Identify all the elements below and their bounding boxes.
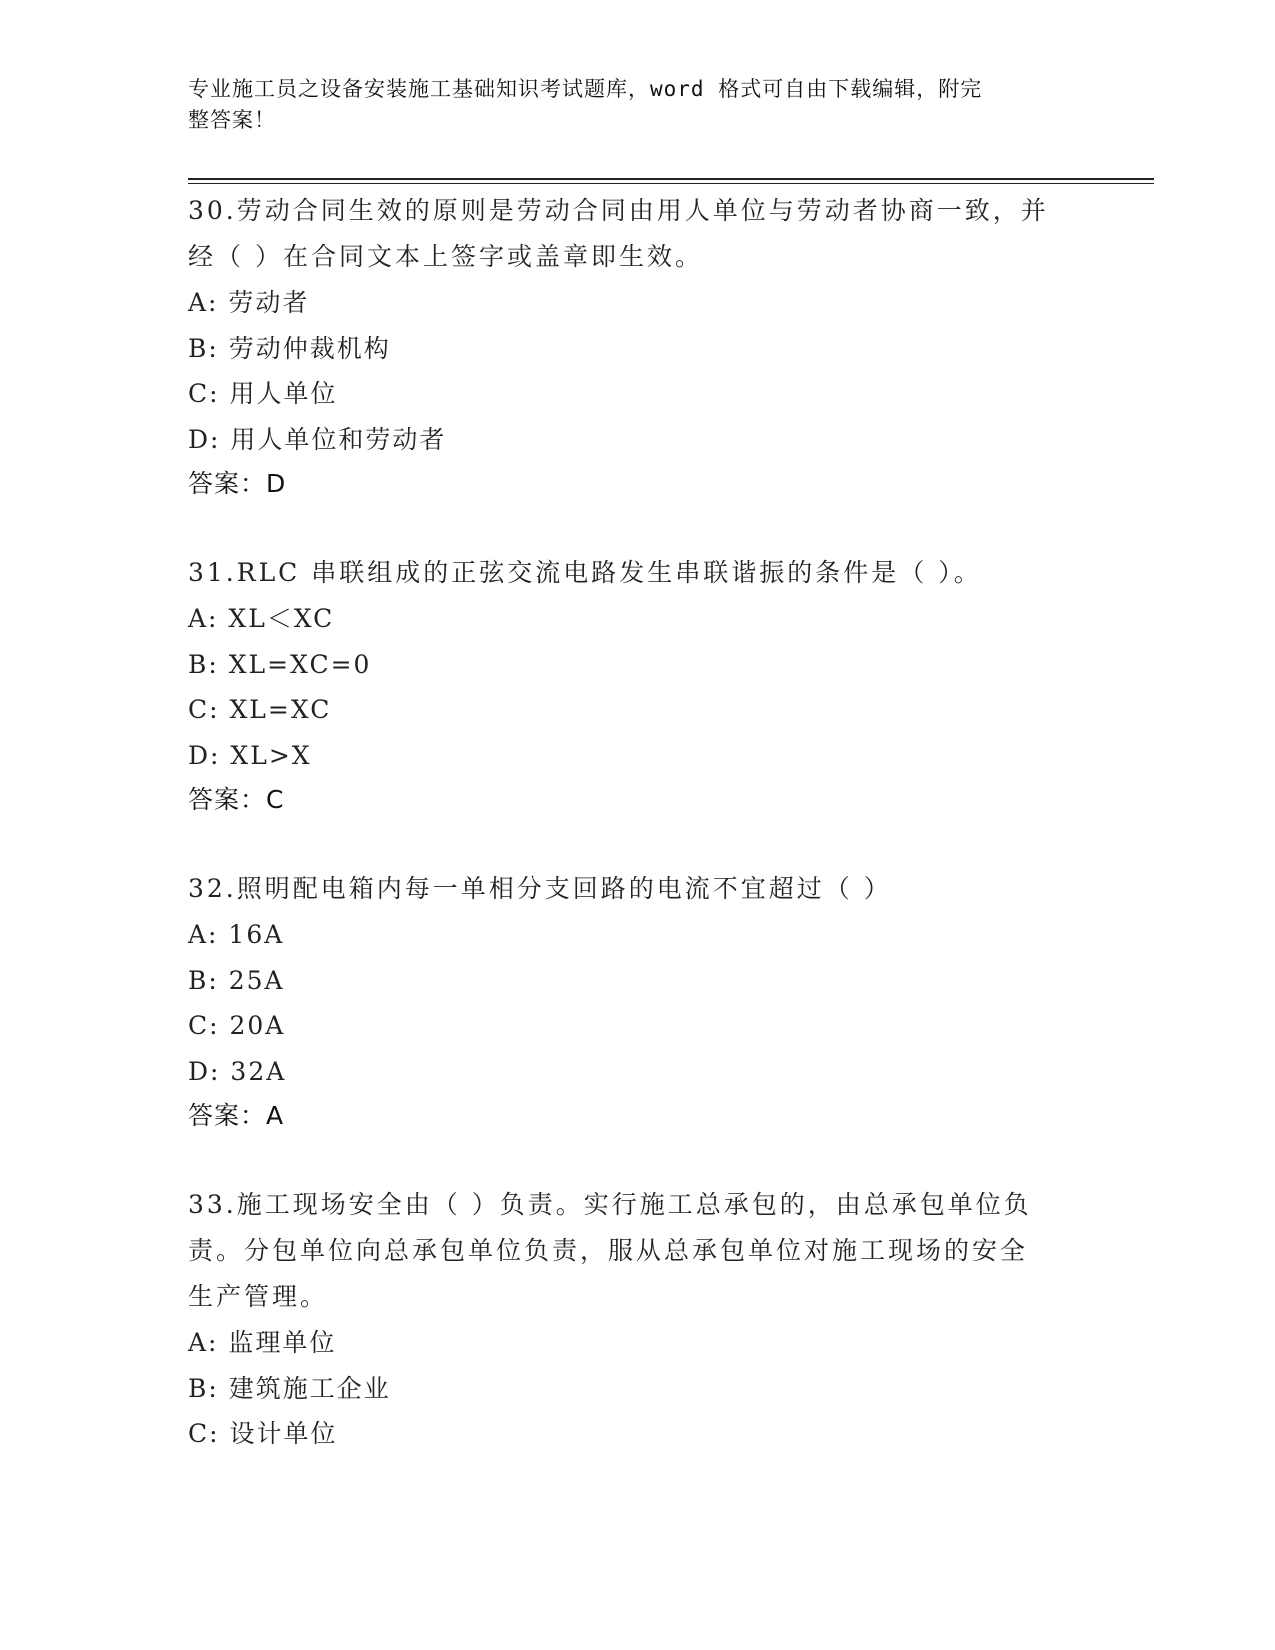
document-header <box>188 74 1068 136</box>
answer-option: B: 劳动仲裁机构 <box>188 333 391 363</box>
answer-option: A: 劳动者 <box>188 288 310 317</box>
question-spacer <box>188 1138 1088 1182</box>
answer-option: C: XL=XC <box>188 695 332 724</box>
answer-key: 答案：D <box>188 469 287 498</box>
question-stem-line: 31.RLC 串联组成的正弦交流电路发生串联谐振的条件是（ ）。 <box>188 558 982 587</box>
question-stem-line: 生产管理。 <box>188 1282 329 1311</box>
answer-option: D: 用人单位和劳动者 <box>188 424 447 454</box>
answer-option: A: 16A <box>188 920 285 949</box>
header-line-1: 专业施工员之设备安装施工基础知识考试题库，word 格式可自由下载编辑，附完 <box>188 77 983 101</box>
question-stem-line: 33.施工现场安全由（ ）负责。实行施工总承包的，由总承包单位负 <box>188 1190 1032 1219</box>
question-spacer <box>188 506 1088 550</box>
answer-option: A: 监理单位 <box>188 1328 337 1357</box>
question-spacer <box>188 822 1088 866</box>
question-stem-line: 32.照明配电箱内每一单相分支回路的电流不宜超过（ ） <box>188 874 892 903</box>
question-item <box>188 866 1088 1138</box>
question-item <box>188 550 1088 822</box>
answer-option: C: 20A <box>188 1011 286 1040</box>
answer-key: 答案：A <box>188 1101 285 1130</box>
answer-option: C: 用人单位 <box>188 379 338 408</box>
answer-option: B: 25A <box>188 965 285 995</box>
answer-option: D: 32A <box>188 1056 287 1086</box>
question-stem-line: 30.劳动合同生效的原则是劳动合同由用人单位与劳动者协商一致，并 <box>188 196 1049 225</box>
answer-option: A: XL＜XC <box>188 604 335 633</box>
header-divider-thin <box>188 183 1154 184</box>
answer-option: D: XL>X <box>188 740 312 770</box>
answer-option: B: 建筑施工企业 <box>188 1373 391 1403</box>
answer-option: C: 设计单位 <box>188 1419 338 1448</box>
question-item <box>188 188 1088 506</box>
question-stem-line: 责。分包单位向总承包单位负责，服从总承包单位对施工现场的安全 <box>188 1236 1029 1265</box>
answer-key: 答案：C <box>188 785 285 814</box>
header-divider-thick <box>188 178 1154 180</box>
question-list <box>188 188 1088 1457</box>
question-stem-line: 经（ ）在合同文本上签字或盖章即生效。 <box>188 242 703 271</box>
header-line-2: 整答案！ <box>188 108 276 132</box>
answer-option: B: XL=XC=0 <box>188 649 372 679</box>
question-item <box>188 1182 1088 1457</box>
